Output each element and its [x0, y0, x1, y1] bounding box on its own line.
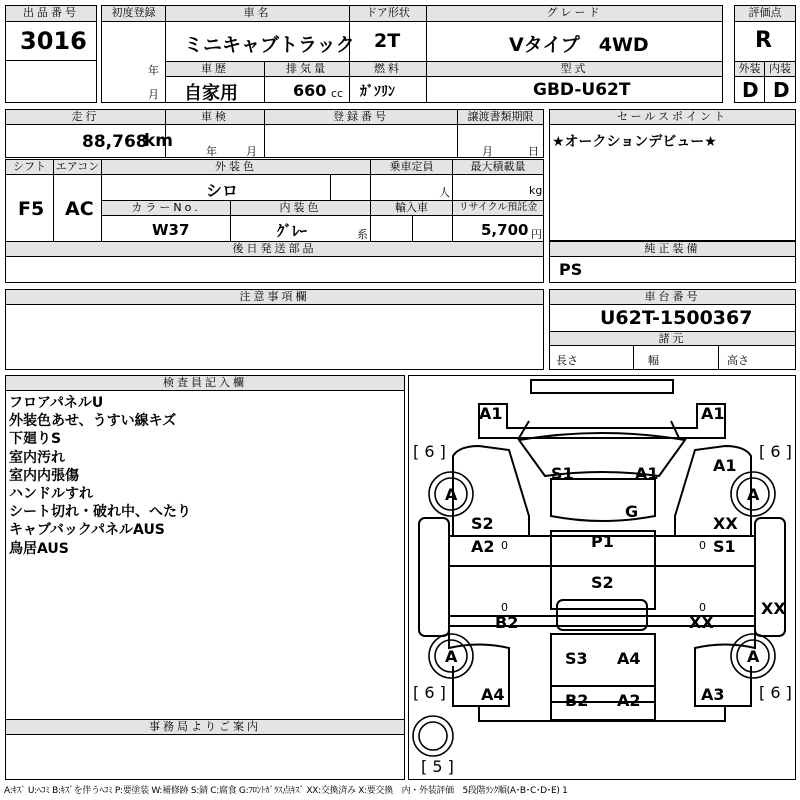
color-no: W37	[152, 221, 190, 239]
first-registration-cell	[101, 21, 166, 103]
inspector-note: 下廻りS	[9, 431, 62, 448]
genuine-equipment-cell	[549, 256, 796, 283]
damage-front-left-wheel: A	[445, 485, 458, 504]
shift: F5	[18, 198, 45, 220]
damage-rear-right: A3	[701, 685, 725, 704]
grade: Vタイプ 4WD	[509, 34, 649, 56]
damage-right-sill: XX	[689, 613, 714, 632]
recycle-header: リサイクル預託金	[452, 200, 544, 216]
color-no-cell	[101, 215, 231, 242]
import-cell	[370, 215, 413, 242]
capacity-header: 乗車定員	[370, 159, 453, 175]
damage-tail-a2: A2	[617, 691, 641, 710]
aircon: AC	[65, 198, 94, 220]
door-type-cell	[349, 21, 427, 62]
notes-header: 注意事項欄	[5, 289, 544, 305]
damage-left-door-s2: S2	[471, 514, 494, 533]
tire-count-rear-left: [ 6 ]	[413, 683, 446, 702]
first-reg-month-unit: 月	[148, 88, 159, 101]
displacement: 660	[293, 81, 327, 100]
lot-number-cell	[5, 21, 97, 61]
score-header: 評価点	[734, 5, 796, 22]
capacity-unit: 人	[439, 186, 450, 199]
import-cell-2	[412, 215, 453, 242]
damage-front-right-wheel: A	[747, 485, 760, 504]
lot-number-header: 出品番号	[5, 5, 97, 22]
inspection-cell	[165, 124, 265, 158]
import-header: 輸入車	[370, 200, 453, 216]
damage-left-sill-zero: 0	[501, 601, 508, 614]
first-reg-year-unit: 年	[148, 64, 159, 77]
exterior-grade-cell	[734, 76, 765, 103]
damage-front-right-corner: A1	[701, 404, 725, 423]
chassis-no-cell	[549, 304, 796, 332]
score: R	[755, 28, 772, 53]
score-cell	[734, 21, 796, 62]
damage-left-sill: B2	[495, 613, 519, 632]
inspector-note: シート切れ・破れ中、へたり	[9, 504, 191, 521]
genuine-equipment: PS	[559, 260, 583, 279]
registration-no-cell	[264, 124, 458, 158]
max-load-header: 最大積載量	[452, 159, 544, 175]
int-color-cell	[230, 215, 371, 242]
car-name: ミニキャブトラック	[184, 34, 355, 56]
aircon-header: エアコン	[53, 159, 102, 175]
tire-count-front-right: [ 6 ]	[759, 442, 792, 461]
sales-point-header: セールスポイント	[549, 109, 796, 125]
sales-point-cell	[549, 124, 796, 241]
door-type-header: ドア形状	[349, 5, 427, 22]
recycle-unit: 円	[531, 228, 542, 241]
later-parts-cell	[5, 256, 544, 283]
shift-cell	[5, 174, 54, 242]
ext-color: シロ	[206, 181, 239, 200]
inspector-note: 鳥居AUS	[9, 540, 69, 557]
damage-right-sill-zero: 0	[699, 601, 706, 614]
damage-glass: G	[625, 502, 639, 521]
model-header: 型式	[426, 61, 723, 77]
inspector-note: フロアパネルU	[9, 395, 104, 411]
sales-point: ★オークションデビュー★	[552, 134, 717, 150]
damage-rear-right-wheel: A	[747, 647, 760, 666]
model: GBD-U62T	[533, 80, 631, 100]
damage-roof-a1: A1	[635, 464, 659, 483]
inspector-notes-list	[9, 394, 191, 558]
grade-cell	[426, 21, 723, 62]
spec-length-cell	[549, 345, 634, 370]
chassis-no-header: 車台番号	[549, 289, 796, 305]
interior-grade-header: 内装	[764, 61, 796, 77]
car-name-cell	[165, 21, 355, 62]
recycle-fee: 5,700	[481, 221, 529, 239]
tire-count-rear-right: [ 6 ]	[759, 683, 792, 702]
later-parts-header: 後日発送部品	[5, 241, 544, 257]
capacity-cell	[370, 174, 453, 201]
exterior-grade: D	[742, 78, 759, 102]
inspector-notes-header: 検査員記入欄	[5, 375, 405, 391]
vehicle-damage-diagram	[408, 375, 796, 780]
mileage: 88,768	[82, 132, 148, 152]
damage-right-side: XX	[761, 599, 786, 618]
history: 自家用	[184, 83, 238, 104]
inspector-note: 外装色あせ、うすい線キズ	[9, 413, 177, 430]
damage-left-door-a2: A2	[471, 537, 495, 556]
transfer-month-unit: 月	[482, 145, 493, 158]
inspector-notes-panel	[5, 375, 405, 720]
transfer-deadline-header: 譲渡書類期限	[457, 109, 544, 125]
ext-color-cell	[101, 174, 331, 201]
inspection-month-unit: 月	[246, 145, 257, 158]
model-cell	[426, 76, 723, 103]
damage-right-door-zero: 0	[699, 539, 706, 552]
chassis-no: U62T-1500367	[600, 307, 753, 329]
damage-tail-b2: B2	[565, 691, 589, 710]
interior-grade: D	[773, 78, 790, 102]
damage-floor: P1	[591, 532, 614, 551]
spec-height-cell	[718, 345, 796, 370]
max-load-unit: kg	[529, 184, 543, 197]
shift-header: シフト	[5, 159, 54, 175]
ext-color-blank	[330, 174, 371, 201]
history-cell	[165, 76, 265, 103]
damage-bed-front: S2	[591, 573, 614, 592]
damage-roof-s1: S1	[551, 464, 574, 483]
transfer-deadline-cell	[457, 124, 544, 158]
damage-rear-left: A4	[481, 685, 505, 704]
fuel-header: 燃料	[349, 61, 427, 77]
inspector-note: キャブバックパネルAUS	[9, 522, 165, 539]
door-type: 2T	[374, 30, 401, 52]
spec-width-label: 幅	[648, 354, 659, 367]
inspector-note: ハンドルすれ	[9, 486, 93, 503]
spare-tire-count: [ 5 ]	[421, 757, 454, 776]
displacement-unit: cc	[331, 87, 344, 100]
specs-header: 諸元	[549, 331, 796, 346]
spec-length-label: 長さ	[556, 354, 578, 367]
history-header: 車歴	[165, 61, 265, 77]
interior-grade-cell	[764, 76, 796, 103]
office-info-cell	[5, 734, 405, 780]
tire-count-front-left: [ 6 ]	[413, 442, 446, 461]
lot-number-blank	[5, 60, 97, 103]
exterior-grade-header: 外装	[734, 61, 765, 77]
mileage-header: 走行	[5, 109, 166, 125]
damage-right-door-xx: XX	[713, 514, 738, 533]
damage-rear-left-wheel: A	[445, 647, 458, 666]
spec-width-cell	[633, 345, 719, 370]
mileage-cell	[5, 124, 174, 158]
ext-color-header: 外装色	[101, 159, 371, 175]
color-no-header: カラーNo.	[101, 200, 231, 216]
office-info-header: 事務局よりご案内	[5, 719, 405, 735]
damage-bed-s3: S3	[565, 649, 588, 668]
int-color-header: 内装色	[230, 200, 371, 216]
int-color: ｸﾞﾚｰ	[277, 222, 308, 240]
damage-right-front-fender: A1	[713, 456, 737, 475]
grade-header: グレード	[426, 5, 723, 22]
aircon-cell	[53, 174, 102, 242]
inspector-note: 室内汚れ	[9, 449, 65, 466]
int-color-kei: 系	[357, 228, 368, 241]
damage-code-legend: A:ｷｽﾞ U:ﾍｺﾐ B:ｷｽﾞを伴うﾍｺﾐ P:要塗装 W:補修跡 S:錆 C:腐食 G:ﾌﾛﾝﾄｶﾞﾗｽ点ｷｽﾞ XX:交換済み X:要交換 内・外装評価 5段階ﾗﾝｸ順(A･B･C･D･E) 1	[4, 786, 568, 796]
spec-height-label: 高さ	[727, 354, 749, 367]
fuel-cell	[349, 76, 427, 103]
transfer-day-unit: 日	[528, 145, 539, 158]
damage-front-left-corner: A1	[479, 404, 503, 423]
notes-cell	[5, 304, 544, 370]
lot-number: 3016	[20, 27, 87, 55]
fuel: ｶﾞｿﾘﾝ	[360, 84, 395, 100]
car-name-header: 車名	[165, 5, 350, 22]
damage-right-door-s1: S1	[713, 537, 736, 556]
registration-no-header: 登録番号	[264, 109, 458, 125]
inspector-note: 室内内張傷	[9, 467, 79, 484]
inspection-header: 車検	[165, 109, 265, 125]
first-registration-header: 初度登録	[101, 5, 166, 22]
displacement-header: 排気量	[264, 61, 350, 77]
max-load-cell	[452, 174, 544, 201]
damage-left-door-zero: 0	[501, 539, 508, 552]
damage-bed-a4: A4	[617, 649, 641, 668]
inspection-year-unit: 年	[206, 145, 217, 158]
mileage-unit: km	[144, 131, 174, 151]
genuine-equipment-header: 純正装備	[549, 241, 796, 257]
displacement-cell	[264, 76, 350, 103]
recycle-cell	[452, 215, 544, 242]
